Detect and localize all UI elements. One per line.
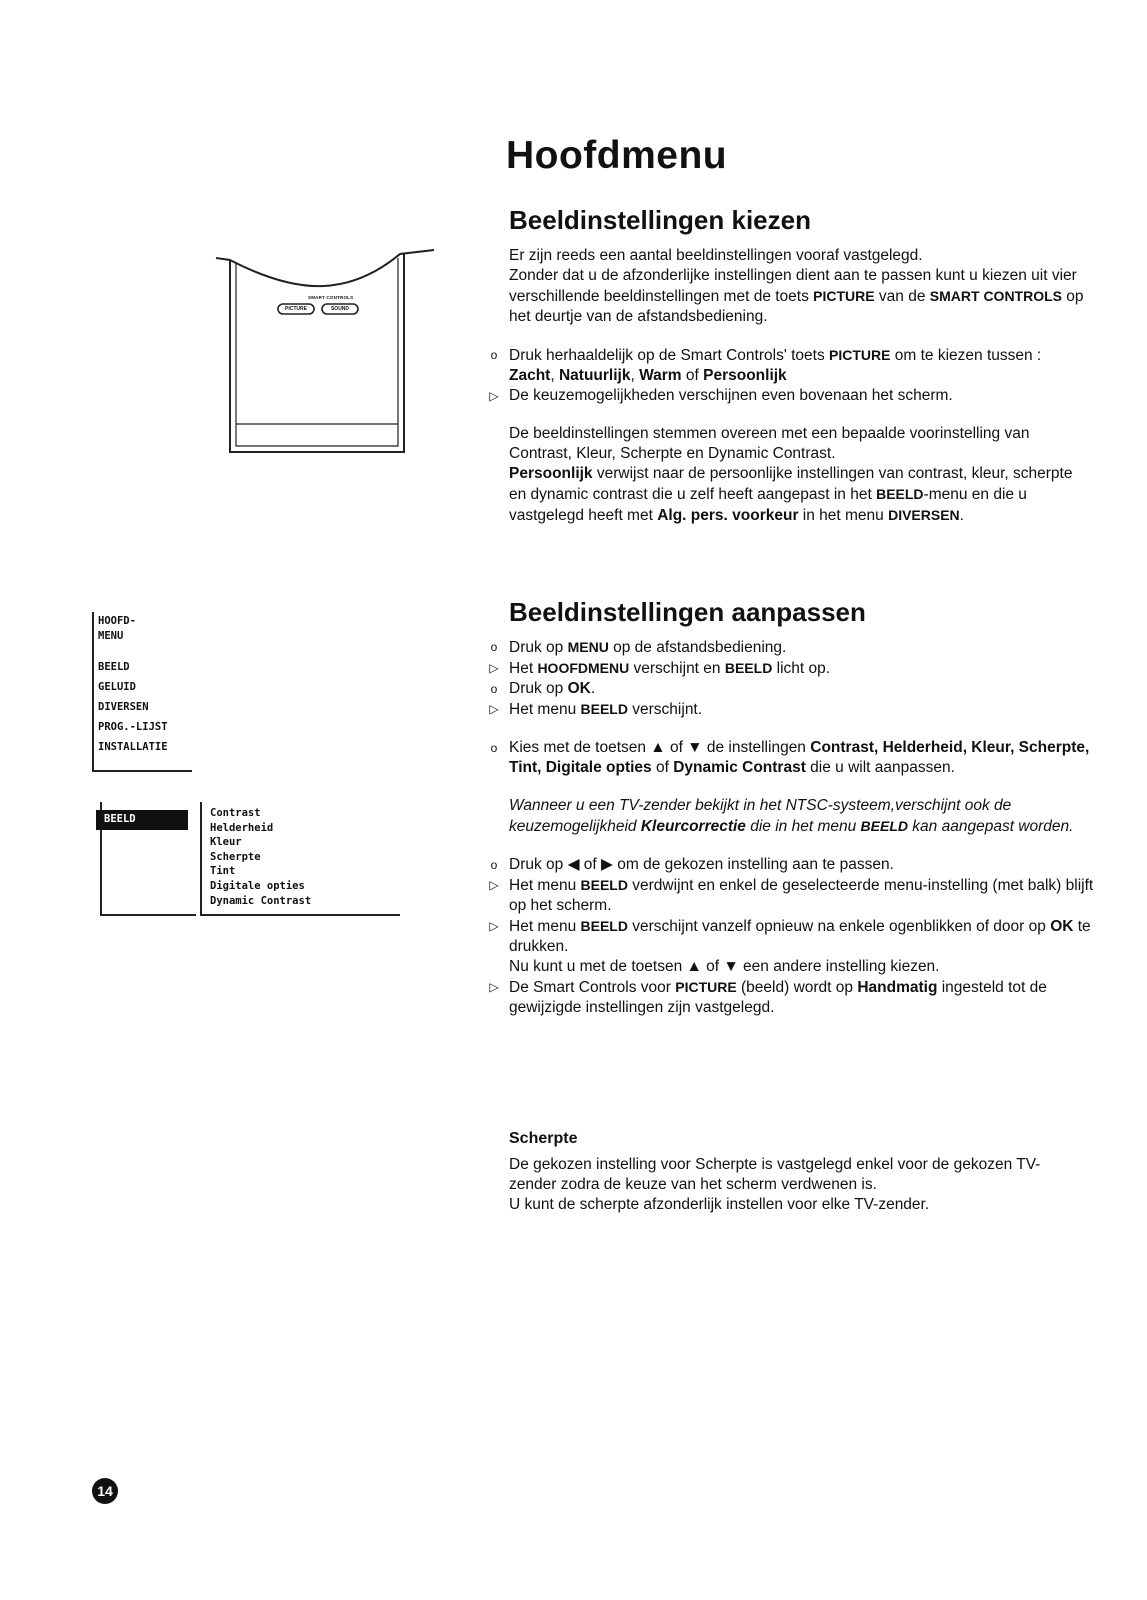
text: Het — [509, 660, 538, 677]
menu-divider — [200, 802, 202, 916]
text: Persoonlijk — [509, 465, 593, 482]
picture-key: PICTURE — [813, 288, 875, 304]
text: De Smart Controls voor — [509, 979, 676, 996]
result-marker: ▷ — [489, 878, 499, 892]
beeld-key: BEELD — [876, 486, 924, 502]
hoofdmenu-key: HOOFDMENU — [537, 660, 630, 676]
option-natuurlijk: Natuurlijk — [558, 367, 631, 384]
scherpte-paragraph-2: U kunt de scherpte afzonderlijk instellen voor elke TV-zender. — [509, 1196, 930, 1213]
text: -menu en die u vastgelegd heeft met — [509, 486, 1027, 524]
menu-item-geluid: GELUID — [98, 681, 136, 693]
menu-item-menu: MENU — [98, 630, 124, 642]
text: Druk op — [509, 639, 568, 656]
menu-item-diversen: DIVERSEN — [98, 701, 149, 713]
ntsc-note — [509, 796, 1089, 837]
step-marker: o — [490, 682, 498, 696]
smart-controls-key: SMART CONTROLS — [929, 288, 1062, 304]
page-number-badge: 14 — [92, 1478, 118, 1504]
result-marker: ▷ — [489, 980, 499, 994]
text: Het menu — [509, 918, 581, 935]
text: , — [550, 367, 559, 384]
option-persoonlijk: Persoonlijk — [703, 367, 787, 384]
option-zacht: Zacht — [509, 367, 551, 384]
text: licht op. — [772, 660, 831, 677]
result-item — [489, 658, 1099, 679]
text: verschijnt. — [627, 701, 703, 718]
page-title: Hoofdmenu — [506, 134, 728, 177]
text: op het deurtje van de afstandsbediening. — [509, 288, 1084, 325]
text: verschijnt vanzelf opnieuw na enkele ogenblikken of door op — [627, 918, 1051, 935]
picture-key: PICTURE — [829, 347, 891, 363]
step-item — [490, 855, 1099, 875]
beeld-key: BEELD — [580, 701, 628, 717]
option-warm: Warm — [639, 367, 682, 384]
menu-key: MENU — [567, 639, 609, 655]
step-marker: o — [490, 640, 498, 654]
text: , — [630, 367, 640, 384]
picture-key: PICTURE — [675, 979, 737, 995]
diversen-key: DIVERSEN — [888, 507, 960, 523]
text: Druk op — [509, 680, 568, 697]
text: verschijnt en — [629, 660, 725, 677]
result-marker: ▷ — [489, 919, 499, 933]
text: Zonder dat u de afzonderlijke instellingen dient aan te passen kunt u kiezen uit vier verschillende beeldinstellingen met de toets — [509, 267, 1077, 305]
menu-item-contrast: Contrast — [210, 807, 261, 819]
main-menu-screen — [92, 612, 192, 774]
text: kan aangepast worden. — [908, 818, 1074, 835]
menu-item-digitale-opties: Digitale opties — [210, 879, 305, 892]
beeld-key: BEELD — [580, 918, 628, 934]
result-item — [489, 916, 1099, 977]
result-item — [489, 977, 1099, 1018]
menu-item-dynamic-contrast: Dynamic Contrast — [210, 894, 312, 907]
remote-control-illustration — [214, 246, 438, 461]
note-paragraph: De beeldinstellingen stemmen overeen met een bepaalde voorinstelling van Contrast, Kleur, Scherpte en Dynamic Contrast. — [509, 425, 1030, 462]
beeld-key: BEELD — [724, 660, 773, 676]
result-marker: ▷ — [489, 389, 499, 403]
ok-key: OK — [1050, 918, 1074, 935]
text: ingesteld tot de gewijzigde instellingen zijn vastgelegd. — [509, 979, 1047, 1016]
intro-paragraph — [509, 266, 1089, 327]
text: verdwijnt en enkel de geselecteerde menu-instelling (met balk) blijft op het scherm. — [509, 877, 1094, 914]
text: van de — [874, 288, 930, 305]
menu-item-beeld: BEELD — [98, 661, 130, 673]
text: Kleurcorrectie — [640, 818, 746, 835]
selected-menu-bar — [96, 810, 188, 830]
menu-item-tint: Tint — [210, 865, 236, 878]
smart-controls-label: SMART CONTROLS — [308, 295, 354, 300]
note-paragraph-2 — [509, 464, 1089, 526]
text: of — [651, 759, 674, 776]
ok-key: OK — [567, 680, 591, 697]
beeld-key: BEELD — [860, 818, 908, 834]
result-item — [489, 699, 1099, 720]
text: of — [681, 367, 704, 384]
sound-button: SOUND — [330, 305, 350, 312]
section-heading-aanpassen: Beeldinstellingen aanpassen — [509, 597, 866, 627]
remote-drawing — [214, 246, 438, 461]
result-marker: ▷ — [489, 702, 499, 716]
text: op de afstandsbediening. — [608, 639, 787, 656]
menu-frame-bottom — [100, 914, 196, 916]
menu-frame-bottom-right — [200, 914, 400, 916]
text: Kies met de toetsen ▲ of ▼ de instellingen — [509, 739, 811, 756]
text: Alg. pers. voorkeur — [657, 507, 799, 524]
text: te drukken. — [509, 918, 1091, 955]
menu-item-helderheid: Helderheid — [210, 821, 274, 834]
menu-item-installatie: INSTALLATIE — [98, 741, 168, 753]
beeld-key: BEELD — [580, 877, 628, 893]
text: . — [590, 680, 596, 697]
section-kiezen-body — [489, 246, 1099, 526]
selected-menu-label: BEELD — [104, 813, 136, 825]
result-marker: ▷ — [489, 661, 499, 675]
text: om te kiezen tussen : — [890, 347, 1042, 364]
text: Het menu — [509, 701, 581, 718]
text: die u wilt aanpassen. — [805, 759, 955, 776]
beeld-menu-screen — [96, 802, 402, 920]
intro-line: Er zijn reeds een aantal beeldinstellingen vooraf vastgelegd. — [509, 247, 923, 264]
text: (beeld) wordt op — [736, 979, 858, 996]
menu-frame-bottom — [92, 770, 192, 772]
scherpte-paragraph: De gekozen instelling voor Scherpte is vastgelegd enkel voor de gekozen TV-zender zodra de keuze van het scherm verdwenen is. — [509, 1156, 1041, 1193]
section-aanpassen-body — [489, 637, 1099, 1018]
section-heading-kiezen: Beeldinstellingen kiezen — [509, 205, 811, 235]
menu-frame-left — [92, 612, 94, 772]
text: Druk herhaaldelijk op de Smart Controls' toets — [509, 347, 829, 364]
menu-item-scherpte: Scherpte — [210, 850, 261, 863]
text: in het menu — [798, 507, 889, 524]
result-item — [489, 386, 1099, 406]
menu-item-prog-lijst: PROG.-LIJST — [98, 721, 168, 733]
text: De keuzemogelijkheden verschijnen even bovenaan het scherm. — [509, 387, 953, 404]
settings-list: Contrast, Helderheid, Kleur, Scherpte, Tint, Digitale opties — [509, 739, 1090, 776]
beeld-menu-list — [210, 806, 311, 908]
text: verwijst naar de persoonlijke instellingen van contrast, kleur, scherpte en dynamic contrast die u zelf heeft aangepast in het — [509, 465, 1073, 503]
step-marker: o — [490, 348, 498, 362]
text: Dynamic Contrast — [673, 759, 806, 776]
text: Het menu — [509, 877, 581, 894]
result-item — [489, 875, 1099, 916]
text: Nu kunt u met de toetsen ▲ of ▼ een andere instelling kiezen. — [509, 958, 940, 975]
text: die in het menu — [745, 818, 861, 835]
menu-item-hoofd: HOOFD- — [98, 615, 136, 627]
step-item — [490, 637, 1099, 658]
step-item — [490, 345, 1099, 386]
text: Druk op ◀ of ▶ om de gekozen instelling aan te passen. — [509, 856, 894, 873]
step-marker: o — [490, 741, 498, 755]
picture-button: PICTURE — [285, 305, 307, 312]
text: Handmatig — [857, 979, 938, 996]
text: . — [959, 507, 964, 524]
section-scherpte-body — [509, 1155, 1069, 1215]
text: Wanneer u een TV-zender bekijkt in het NTSC-systeem,verschijnt ook de keuzemogelijkheid — [509, 797, 1012, 835]
section-heading-scherpte: Scherpte — [509, 1130, 578, 1147]
step-item — [490, 679, 1099, 699]
menu-item-kleur: Kleur — [210, 836, 242, 849]
step-marker: o — [490, 858, 498, 872]
step-item — [490, 738, 1099, 778]
